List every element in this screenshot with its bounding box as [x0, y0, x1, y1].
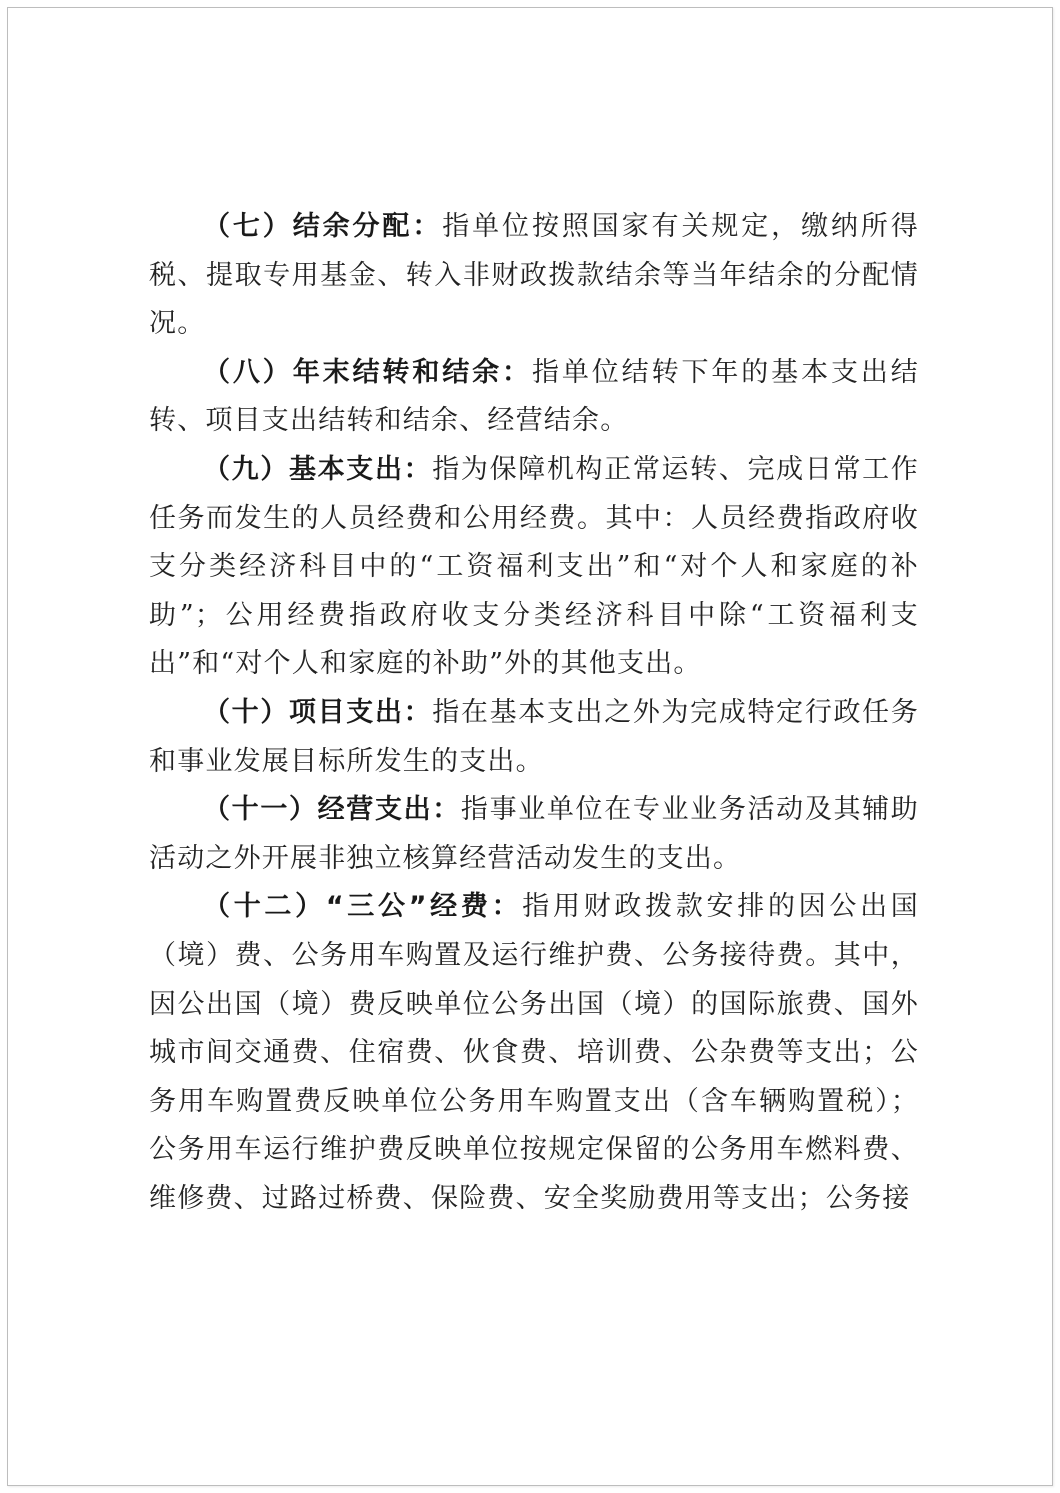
paragraph-heading: （八）年末结转和结余： — [203, 356, 532, 388]
paragraph-heading: （十）项目支出： — [203, 696, 433, 728]
paragraph-text: 指单位按照国家有关规定，缴纳所得税、提取专用基金、转入非财政拨款结余等当年结余的分配情况。 — [149, 211, 919, 340]
paragraph-xiangmu-zhichu — [149, 689, 919, 786]
paragraph-heading: （七）结余分配： — [203, 211, 443, 242]
document-body — [149, 203, 919, 1223]
paragraph-sangong-jingfei — [149, 883, 919, 1223]
paragraph-text: 指为保障机构正常运转、完成日常工作任务而发生的人员经费和公用经费。其中：人员经费指政府收支分类经济科目中的“工资福利支出”和“对个人和家庭的补助”；公用经费指政府收支分类经济科目中除“工资福利支出”和“对个人和家庭的补助”外的其他支出。 — [149, 453, 919, 680]
paragraph-heading: （九）基本支出： — [203, 453, 433, 485]
paragraph-jieyu-fenpei — [149, 203, 919, 349]
paragraph-text: 指事业单位在专业业务活动及其辅助活动之外开展非独立核算经营活动发生的支出。 — [149, 794, 919, 874]
paragraph-nianmo-jiezhuan — [149, 349, 919, 446]
paragraph-jiben-zhichu — [149, 446, 919, 689]
paragraph-heading: （十二）“三公”经费： — [203, 891, 523, 923]
paragraph-text: 指在基本支出之外为完成特定行政任务和事业发展目标所发生的支出。 — [149, 696, 919, 777]
paragraph-text: 指用财政拨款安排的因公出国（境）费、公务用车购置及运行维护费、公务接待费。其中，因公出国（境）费反映单位公务出国（境）的国际旅费、国外城市间交通费、住宿费、伙食费、培训费、公杂费等支出；公务用车购置费反映单位公务用车购置支出（含车辆购置税）；公务用车运行维护费反映单位按规定保留的公务用车燃料费、维修费、过路过桥费、保险费、安全奖励费用等支出；公务接 — [149, 891, 919, 1214]
paragraph-heading: （十一）经营支出： — [203, 794, 461, 826]
document-page — [7, 7, 1053, 1486]
paragraph-jingying-zhichu — [149, 786, 919, 883]
paragraph-text: 指单位结转下年的基本支出结转、项目支出结转和结余、经营结余。 — [149, 356, 919, 437]
